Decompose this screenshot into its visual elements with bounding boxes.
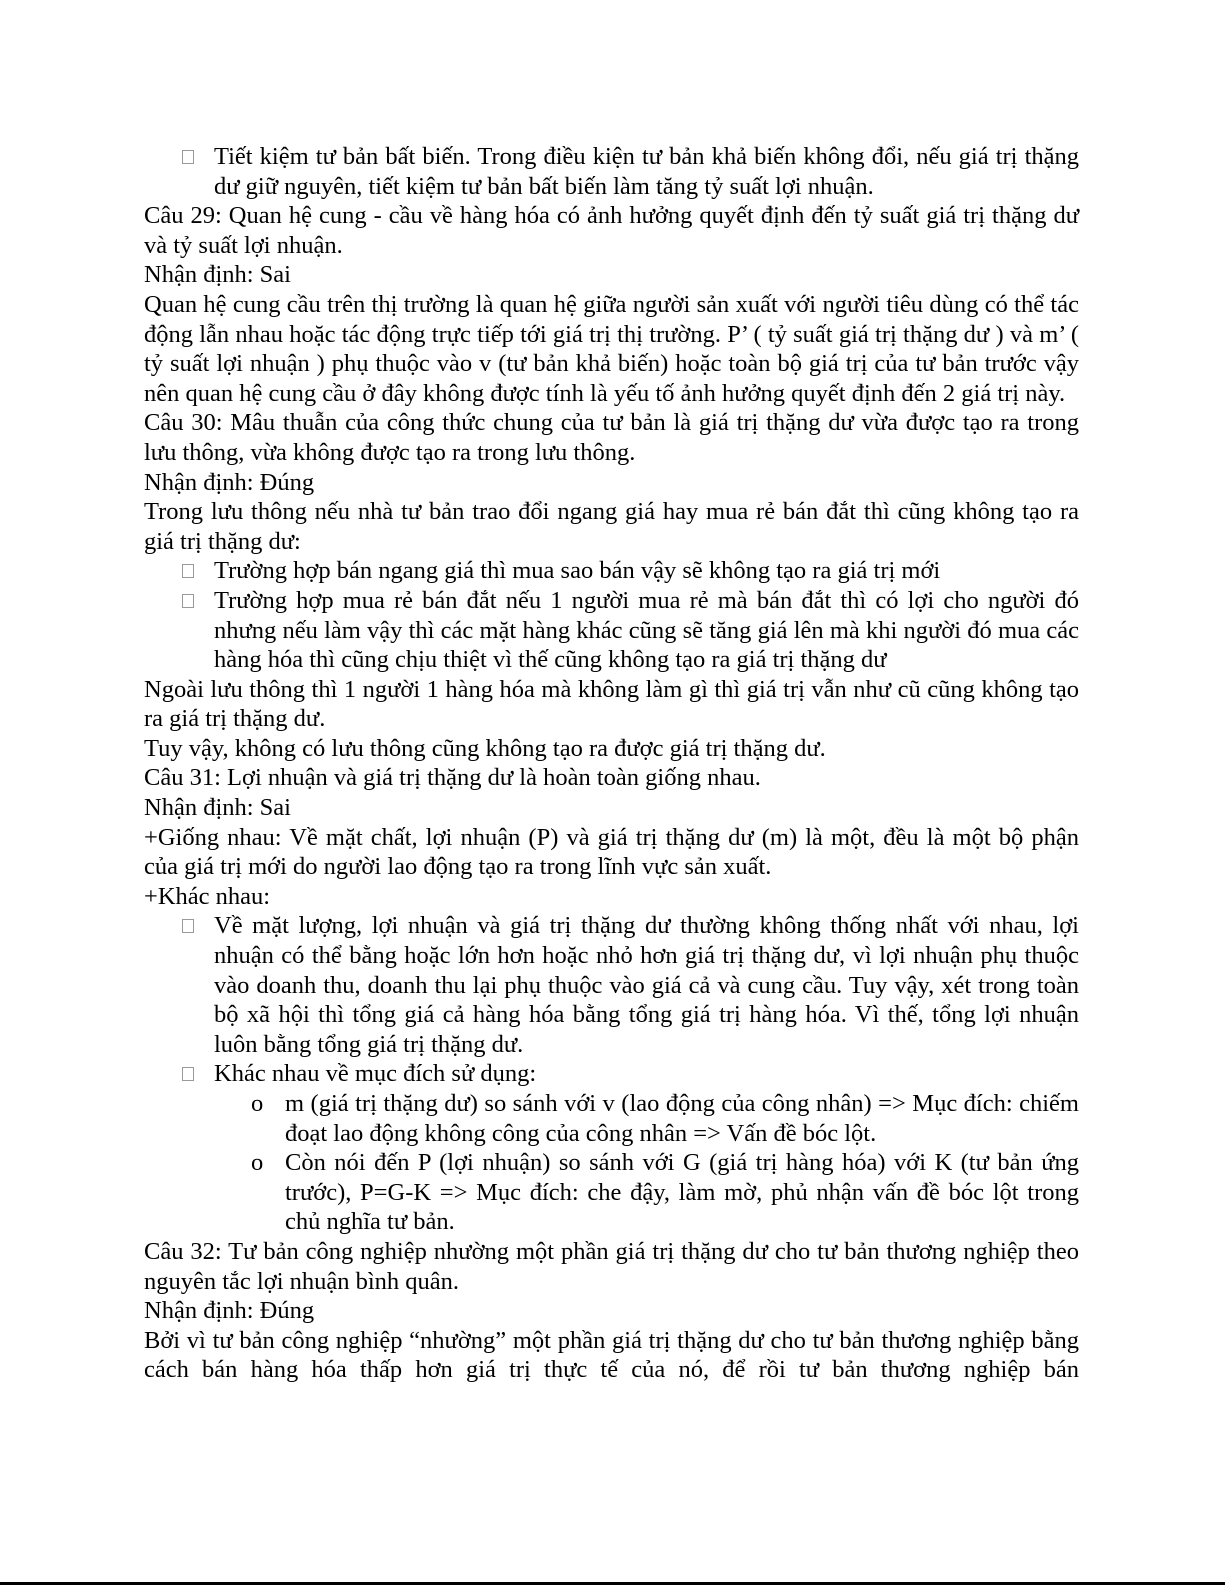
explanation: Tuy vậy, không có lưu thông cũng không tạo ra được giá trị thặng dư. <box>144 734 826 762</box>
sub-bullet-text: m (giá trị thặng dư) so sánh với v (lao động của công nhân) => Mục đích: chiếm đoạt lao động không công của công nhân => Vấn đề bóc lột. <box>285 1090 1079 1147</box>
bullet-text: Về mặt lượng, lợi nhuận và giá trị thặng dư thường không thống nhất với nhau, lợi nhuận có thể bằng hoặc lớn hơn hoặc nhỏ hơn giá trị thặng dư, vì lợi nhuận phụ thuộc vào doanh thu, doanh thu lại phụ thuộc vào giá cả và cung cầu. Tuy vậy, xét trong toàn bộ xã hội thì tổng giá cả hàng hóa bằng tổng giá trị hàng hóa. Vì thế, tổng lợi nhuận luôn bằng tổng giá trị thặng dư. <box>214 912 1079 1058</box>
explanation: +Giống nhau: Về mặt chất, lợi nhuận (P) và giá trị thặng dư (m) là một, đều là một bộ phận của giá trị mới do người lao động tạo ra trong lĩnh vực sản xuất. <box>144 823 1079 881</box>
bullet-text: Khác nhau về mục đích sử dụng: <box>214 1060 537 1088</box>
explanation: Bởi vì tư bản công nghiệp “nhường” một phần giá trị thặng dư cho tư bản thương nghiệp bằng cách bán hàng hóa thấp hơn giá trị thực tế của nó, để rồi tư bản thương nghiệp bán <box>144 1326 1079 1384</box>
bullet-box-icon <box>182 1067 194 1081</box>
bullet-text: Trường hợp bán ngang giá thì mua sao bán vậy sẽ không tạo ra giá trị mới <box>214 557 941 585</box>
bullet-item <box>144 586 1079 675</box>
question-32: Câu 32: Tư bản công nghiệp nhường một phần giá trị thặng dư cho tư bản thương nghiệp theo nguyên tắc lợi nhuận bình quân. <box>144 1237 1079 1295</box>
explanation: Trong lưu thông nếu nhà tư bản trao đổi ngang giá hay mua rẻ bán đắt thì cũng không tạo ra giá trị thặng dư: <box>144 498 1079 555</box>
verdict: Nhận định: Đúng <box>144 1297 315 1325</box>
bullet-text: Tiết kiệm tư bản bất biến. Trong điều kiện tư bản khả biến không đổi, nếu giá trị thặng dư giữ nguyên, tiết kiệm tư bản bất biến làm tăng tỷ suất lợi nhuận. <box>214 143 1079 200</box>
sub-bullet-item <box>144 1089 1079 1148</box>
sub-bullet-item <box>144 1148 1079 1237</box>
question-30: Câu 30: Mâu thuẫn của công thức chung của tư bản là giá trị thặng dư vừa được tạo ra trong lưu thông, vừa không được tạo ra trong lưu thông. <box>144 409 1079 466</box>
question-31: Câu 31: Lợi nhuận và giá trị thặng dư là hoàn toàn giống nhau. <box>144 764 761 792</box>
document-body <box>144 142 1079 1385</box>
explanation: Ngoài lưu thông thì 1 người 1 hàng hóa mà không làm gì thì giá trị vẫn như cũ cũng không tạo ra giá trị thặng dư. <box>144 675 1079 733</box>
explanation: +Khác nhau: <box>144 882 271 910</box>
explanation: Quan hệ cung cầu trên thị trường là quan hệ giữa người sản xuất với người tiêu dùng có thể tác động lẫn nhau hoặc tác động trực tiếp tới giá trị thị trường. P’ ( tỷ suất giá trị thặng dư ) và m’ ( tỷ suất lợi nhuận ) phụ thuộc vào v (tư bản khả biến) hoặc toàn bộ giá trị của tư bản trước vậy nên quan hệ cung cầu ở đây không được tính là yếu tố ảnh hưởng quyết định đến 2 giá trị này. <box>144 290 1079 407</box>
bullet-item <box>144 911 1079 1059</box>
bullet-item <box>144 142 1079 201</box>
bullet-item <box>144 1059 1079 1089</box>
verdict: Nhận định: Sai <box>144 261 291 289</box>
verdict: Nhận định: Đúng <box>144 468 315 496</box>
bullet-box-icon <box>182 150 194 164</box>
bullet-box-icon <box>182 564 194 578</box>
bullet-box-icon <box>182 919 194 933</box>
sub-bullet-text: Còn nói đến P (lợi nhuận) so sánh với G (giá trị hàng hóa) với K (tư bản ứng trước), P=G-K => Mục đích: che đậy, làm mờ, phủ nhận vấn đề bóc lột trong chủ nghĩa tư bản. <box>285 1149 1079 1236</box>
bullet-text: Trường hợp mua rẻ bán đắt nếu 1 người mua rẻ mà bán đắt thì có lợi cho người đó nhưng nếu làm vậy thì các mặt hàng khác cũng sẽ tăng giá lên mà khi người đó mua các hàng hóa thì cũng chịu thiệt vì thế cũng không tạo ra giá trị thặng dư <box>214 586 1079 674</box>
verdict: Nhận định: Sai <box>144 794 291 822</box>
sub-bullet-marker: o <box>251 1090 264 1117</box>
bullet-item <box>144 556 1079 586</box>
question-29: Câu 29: Quan hệ cung - cầu về hàng hóa có ảnh hưởng quyết định đến tỷ suất giá trị thặng dư và tỷ suất lợi nhuận. <box>144 202 1079 259</box>
sub-bullet-marker: o <box>251 1149 264 1177</box>
bullet-box-icon <box>182 594 194 608</box>
